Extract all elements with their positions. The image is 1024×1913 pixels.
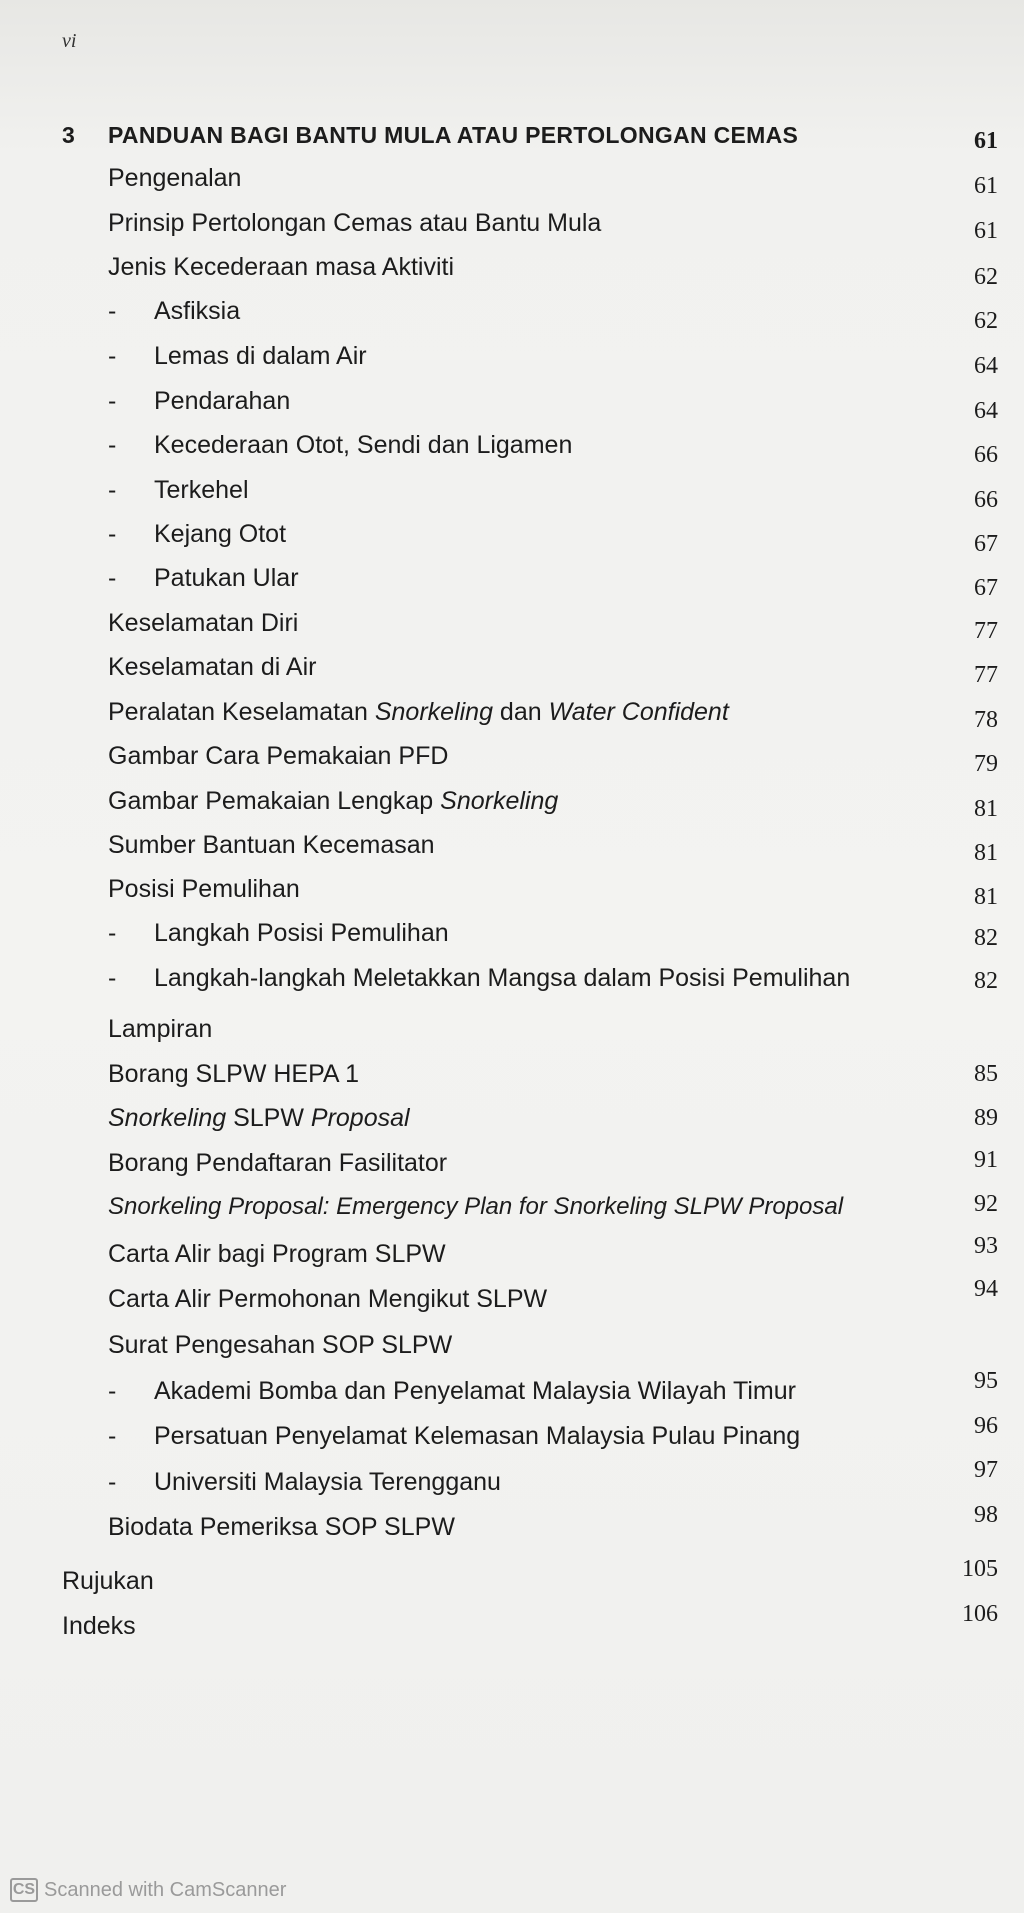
toc-entry-title: Langkah Posisi Pemulihan (154, 919, 449, 947)
toc-entry (0, 1368, 1024, 1411)
toc-entry-page: 81 (974, 884, 998, 910)
toc-entry-page: 66 (974, 442, 998, 468)
toc-entry (0, 913, 1024, 953)
bullet-dash: - (108, 342, 117, 370)
toc-chapter (0, 115, 1024, 155)
toc-entry-page: 105 (962, 1556, 998, 1582)
page-number: vi (62, 30, 77, 52)
bullet-dash: - (108, 387, 117, 415)
toc-entry-title: Prinsip Pertolongan Cemas atau Bantu Mula (108, 209, 602, 237)
toc-entry-title: Pendarahan (154, 387, 291, 415)
toc-entry-page: 79 (974, 751, 998, 777)
toc-entry (0, 558, 1024, 601)
toc-entry-page: 67 (974, 575, 998, 601)
toc-entry-page: 98 (974, 1502, 998, 1528)
toc-entry (0, 158, 1024, 198)
toc-entry-page: 96 (974, 1413, 998, 1439)
toc-entry-title: Surat Pengesahan SOP SLPW (108, 1331, 453, 1359)
toc-entry-page: 77 (974, 662, 998, 688)
chapter-number: 3 (62, 122, 75, 148)
toc-entry-title: Akademi Bomba dan Penyelamat Malaysia Wilayah Timur (154, 1377, 796, 1405)
toc-entry (0, 470, 1024, 513)
toc-entry-title: Kecederaan Otot, Sendi dan Ligamen (154, 431, 573, 459)
toc-entry-page: 94 (974, 1276, 998, 1302)
toc-entry-title: Kejang Otot (154, 520, 287, 548)
bullet-dash: - (108, 1468, 117, 1496)
toc-entry (0, 1457, 1024, 1502)
toc-entry (0, 1556, 1024, 1601)
toc-entry-title: Sumber Bantuan Kecemasan (108, 831, 435, 859)
toc-entry-title: Terkehel (154, 476, 249, 504)
bullet-dash: - (108, 564, 117, 592)
toc-entry-title: Persatuan Penyelamat Kelemasan Malaysia Pulau Pinang (154, 1422, 801, 1450)
toc-entry-page: 66 (974, 487, 998, 513)
toc-entry-title: Rujukan (62, 1567, 154, 1595)
toc-entry (0, 1276, 1024, 1319)
toc-entry-page: 61 (974, 218, 998, 244)
toc-entry (0, 781, 1024, 821)
toc-entry-title: Posisi Pemulihan (108, 875, 300, 903)
toc-entry (0, 247, 1024, 290)
bullet-dash: - (108, 1377, 117, 1405)
toc-entry-title: Snorkeling Proposal: Emergency Plan for Snorkeling SLPW Proposal (108, 1193, 844, 1220)
toc-entry-title: Patukan Ular (154, 564, 299, 592)
toc-entry (0, 1413, 1024, 1456)
toc-entry-title: Pengenalan (108, 164, 242, 192)
toc-entry-page: 95 (974, 1368, 998, 1394)
toc-entry-page: 81 (974, 796, 998, 822)
toc-entry (0, 291, 1024, 334)
toc-entry (0, 1098, 1024, 1138)
toc-entry-page: 62 (974, 308, 998, 334)
toc-entry (0, 336, 1024, 379)
toc-entry (0, 958, 1024, 998)
toc-entry (0, 1054, 1024, 1094)
toc-entry-title: Carta Alir bagi Program SLPW (108, 1240, 446, 1268)
toc-entry (0, 1502, 1024, 1547)
toc-entry (0, 1143, 1024, 1183)
toc-entry-page: 92 (974, 1191, 998, 1217)
bullet-dash: - (108, 431, 117, 459)
toc-entry-page: 64 (974, 398, 998, 424)
toc-entry (0, 1187, 1024, 1227)
toc-entry (0, 736, 1024, 776)
toc-entry-title: Borang SLPW HEPA 1 (108, 1060, 360, 1088)
toc-entry (0, 825, 1024, 865)
toc-entry-title: Carta Alir Permohonan Mengikut SLPW (108, 1285, 548, 1313)
bullet-dash: - (108, 297, 117, 325)
toc-entry (0, 514, 1024, 557)
watermark-text: Scanned with CamScanner (44, 1878, 287, 1901)
toc-entry (0, 647, 1024, 687)
toc-entry-title: Asfiksia (154, 297, 241, 325)
bullet-dash: - (108, 520, 117, 548)
toc-entry-title: Indeks (62, 1612, 136, 1640)
toc-entry-title: Lampiran (108, 1015, 213, 1043)
toc-entry-title: Universiti Malaysia Terengganu (154, 1468, 501, 1496)
toc-entry (0, 425, 1024, 468)
bullet-dash: - (108, 919, 117, 947)
toc-entry-page: 93 (974, 1233, 998, 1259)
toc-entry (0, 381, 1024, 424)
toc-entry-page: 91 (974, 1147, 998, 1173)
toc-entry-page: 77 (974, 618, 998, 644)
toc-entry-title: Jenis Kecederaan masa Aktiviti (108, 253, 455, 281)
toc-entry-title: Langkah-langkah Meletakkan Mangsa dalam Posisi Pemulihan (154, 964, 851, 992)
toc-entry-page: 62 (974, 264, 998, 290)
toc-entry-title: Borang Pendaftaran Fasilitator (108, 1149, 448, 1177)
camscanner-logo-icon: CS (10, 1878, 38, 1902)
bullet-dash: - (108, 964, 117, 992)
toc-entry-title: Peralatan Keselamatan Snorkeling dan Water Confident (108, 698, 729, 726)
toc-entry-page: 106 (962, 1601, 998, 1627)
toc-entry-title: Keselamatan di Air (108, 653, 317, 681)
chapter-title: PANDUAN BAGI BANTU MULA ATAU PERTOLONGAN CEMAS (108, 122, 799, 148)
toc-entry-page: 78 (974, 707, 998, 733)
toc-entry-page: 97 (974, 1457, 998, 1483)
toc-entry-title: Lemas di dalam Air (154, 342, 367, 370)
toc-entry-title: Keselamatan Diri (108, 609, 299, 637)
toc-entry-page: 89 (974, 1105, 998, 1131)
toc-entry (0, 1601, 1024, 1646)
camscanner-watermark (10, 1875, 286, 1905)
toc-entry-title: Snorkeling SLPW Proposal (108, 1104, 410, 1132)
toc-entry (0, 869, 1024, 909)
toc-entry-title: Gambar Cara Pemakaian PFD (108, 742, 449, 770)
toc-entry (0, 603, 1024, 643)
toc-entry-page: 67 (974, 531, 998, 557)
bullet-dash: - (108, 1422, 117, 1450)
toc-entry (0, 1234, 1024, 1274)
toc-entry-page: 64 (974, 353, 998, 379)
toc-section-heading (0, 1009, 1024, 1049)
toc-entry (0, 692, 1024, 732)
toc-entry-title: Gambar Pemakaian Lengkap Snorkeling (108, 787, 559, 815)
toc-entry-page: 85 (974, 1061, 998, 1087)
toc-entry (0, 203, 1024, 243)
toc-entry-page: 82 (974, 968, 998, 994)
toc-section-heading (0, 1325, 1024, 1365)
toc-entry-page: 61 (974, 173, 998, 199)
toc-entry-page: 82 (974, 925, 998, 951)
chapter-page: 61 (974, 128, 998, 154)
bullet-dash: - (108, 476, 117, 504)
toc-entry-title: Biodata Pemeriksa SOP SLPW (108, 1513, 455, 1541)
toc-entry-page: 81 (974, 840, 998, 866)
